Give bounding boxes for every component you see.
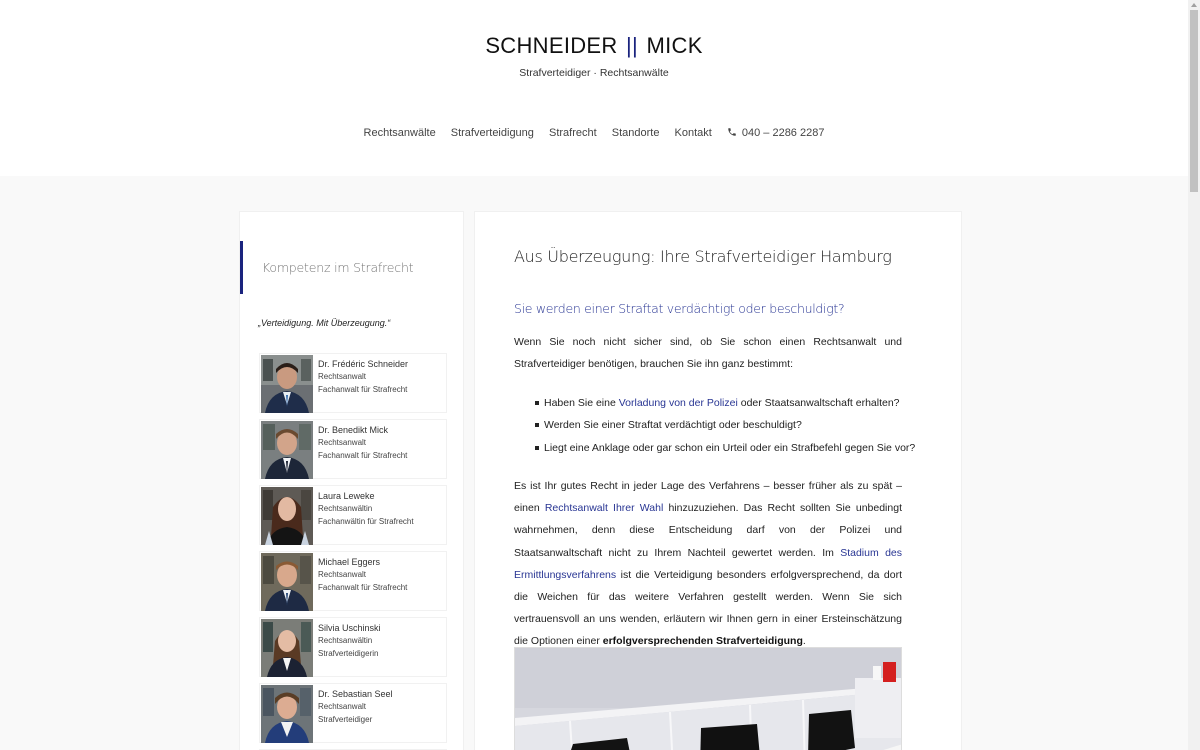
rights-paragraph [514,475,902,653]
lawyer-info [318,688,393,726]
lawyer-name: Laura Leweke [318,491,375,501]
lawyer-list [259,353,447,750]
lawyer-info [318,556,407,594]
nav-item-standorte[interactable]: Standorte [611,127,660,139]
portrait-image-icon [261,619,313,677]
lawyer-photo [261,487,313,545]
main-nav [0,125,1188,141]
site-logo[interactable] [0,33,1188,59]
sidebar-quote: „Verteidigung. Mit Überzeugung.“ [258,318,391,328]
lawyer-info [318,358,408,396]
section-heading: Sie werden einer Straftat verdächtigt oder beschuldigt? [514,301,845,316]
paragraph-text: hinzuzuziehen. Das Recht sollten Sie unbedingt wahrnehmen, denn diese Entscheidung darf von der Polizei und Staatsanwaltschaft nicht zu Ihrem Nachteil gewertet werden. Im [514,502,902,559]
scrollbar-thumb[interactable] [1190,10,1198,192]
list-item [544,392,915,414]
brand-name-left: SCHNEIDER [485,33,618,58]
lawyer-specialization: Fachanwältin für Strafrecht [318,517,414,526]
lawyer-photo [261,421,313,479]
nav-item-strafverteidigung[interactable]: Strafverteidigung [450,127,534,139]
lawyer-specialization: Fachanwalt für Strafrecht [318,385,408,394]
lawyer-info [318,490,414,528]
lawyer-specialization: Fachanwalt für Strafrecht [318,451,408,460]
lawyer-info [318,424,407,462]
sidebar-title: Kompetenz im Strafrecht [262,260,414,275]
lawyer-name: Dr. Benedikt Mick [318,425,389,435]
lawyer-name: Silvia Uschinski [318,623,381,633]
portrait-image-icon [261,355,313,413]
page-scrollbar[interactable] [1188,0,1200,750]
paragraph-text: . [802,635,806,648]
list-item: Liegt eine Anklage oder gar schon ein Urteil oder ein Strafbefehl gegen Sie vor? [544,437,915,459]
lawyer-specialization: Fachanwalt für Strafrecht [318,583,408,592]
brand[interactable] [0,33,1188,80]
lawyer-card[interactable] [259,683,447,743]
lawyer-photo [261,355,313,413]
lawyer-title: Rechtsanwältin [318,636,373,645]
nav-item-strafrecht[interactable]: Strafrecht [548,127,597,139]
lawyer-photo [261,685,313,743]
phone-number: 040 – 2286 2287 [741,127,825,139]
portrait-image-icon [261,553,313,611]
brand-separator: || [626,33,639,58]
link-ermittlungsverfahren[interactable]: Stadium des Ermittlungsverfahrens [514,546,902,581]
intro-paragraph: Wenn Sie noch nicht sicher sind, ob Sie schon einen Rechtsanwalt und Strafverteidiger benötigen, brauchen Sie ihn ganz bestimmt: [514,336,902,371]
main-content [474,211,962,750]
scroll-up-arrow-icon[interactable] [1188,0,1200,10]
list-item-text: oder Staatsanwaltschaft erhalten? [737,397,900,409]
link-rechtsanwalt-ihrer-wahl[interactable]: Rechtsanwalt Ihrer Wahl [544,502,664,515]
nav-item-phone[interactable] [727,125,825,141]
lawyer-name: Dr. Frédéric Schneider [318,359,409,369]
lawyer-title: Rechtsanwalt [318,702,367,711]
lawyer-card[interactable] [259,551,447,611]
lawyer-photo [261,553,313,611]
lawyer-specialization: Strafverteidigerin [318,649,379,658]
link-vorladung-polizei[interactable]: Vorladung von der Polizei [618,397,738,409]
lawyer-card[interactable] [259,353,447,413]
lawyer-info [318,622,381,660]
lawyer-title: Rechtsanwalt [318,570,367,579]
sidebar-title-block [240,241,460,294]
lawyer-photo [261,619,313,677]
portrait-image-icon [261,421,313,479]
site-header [0,0,1188,176]
lawyer-title: Rechtsanwalt [318,438,367,447]
lawyer-card[interactable] [259,617,447,677]
question-list [544,392,915,459]
lawyer-card[interactable] [259,419,447,479]
lawyer-name: Michael Eggers [318,557,381,567]
paragraph-text: ist die Verteidigung besonders erfolgversprechend, da dort die Weichen für das weitere Verfahren gestellt werden. Wenn Sie sich vertrauensvoll an uns wenden, erläutern wir Ihnen gern in einer Ersteinschätzung die Optionen einer [514,568,902,648]
list-item: Werden Sie einer Straftat verdächtigt oder beschuldigt? [544,414,915,436]
nav-item-kontakt[interactable]: Kontakt [674,127,712,139]
nav-item-rechtsanwaelte[interactable]: Rechtsanwälte [363,127,436,139]
brand-tagline: Strafverteidiger · Rechtsanwälte [519,67,669,79]
paragraph-text: Es ist Ihr gutes Recht in jeder Lage des Verfahrens – besser früher als zu spät – einen [514,480,902,515]
sidebar [239,211,464,750]
lawyer-card[interactable] [259,485,447,545]
phone-icon [727,127,737,137]
page-title: Aus Überzeugung: Ihre Strafverteidiger Hamburg [514,247,892,266]
meeting-room-image-icon [515,648,902,750]
office-image [514,647,902,750]
emphasis-text: erfolgversprechenden Strafverteidigung [602,635,803,648]
portrait-image-icon [261,487,313,545]
lawyer-title: Rechtsanwältin [318,504,373,513]
lawyer-name: Dr. Sebastian Seel [318,689,393,699]
list-item-text: Haben Sie eine [544,397,619,409]
lawyer-specialization: Strafverteidiger [318,715,373,724]
brand-name-right: MICK [646,33,703,58]
lawyer-title: Rechtsanwalt [318,372,367,381]
portrait-image-icon [261,685,313,743]
